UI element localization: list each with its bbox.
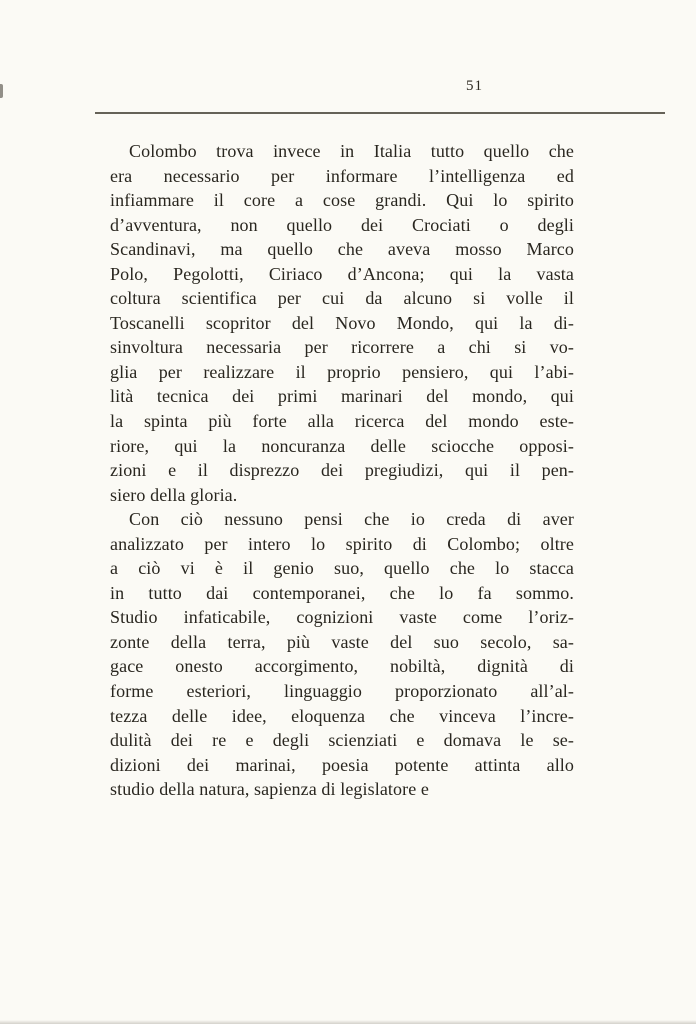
text-line: Colombo trova invece in Italia tutto quello che	[129, 141, 574, 161]
text-line: d’avventura, non quello dei Crociati o degli	[110, 214, 574, 235]
text-line: lità tecnica dei primi marinari del mondo, qui	[110, 386, 574, 407]
text-line: infiammare il core a cose grandi. Qui lo spirito	[110, 190, 574, 211]
text-line: era necessario per informare l’intelligenza ed	[110, 165, 574, 186]
text-line: Studio infaticabile, cognizioni vaste come l’oriz-	[110, 607, 574, 628]
text-line: la spinta più forte alla ricerca del mondo este-	[110, 411, 574, 432]
page-number: 51	[466, 78, 483, 94]
text-line: dizioni dei marinai, poesia potente attinta allo	[110, 754, 574, 775]
text-line: sinvoltura necessaria per ricorrere a chi si vo-	[110, 337, 574, 358]
text-line: riore, qui la noncuranza delle sciocche opposi-	[110, 435, 574, 456]
paragraph	[110, 507, 574, 802]
text-line: tezza delle idee, eloquenza che vinceva l’incre-	[110, 705, 574, 726]
scan-artifact-left-edge	[0, 84, 3, 98]
page-text	[110, 139, 574, 802]
text-line: analizzato per intero lo spirito di Colombo; oltre	[110, 533, 574, 554]
text-line: siero della gloria.	[110, 484, 238, 505]
paragraph	[110, 139, 574, 507]
text-line: a ciò vi è il genio suo, quello che lo stacca	[110, 558, 574, 579]
text-line: zonte della terra, più vaste del suo secolo, sa-	[110, 631, 574, 652]
text-line: gace onesto accorgimento, nobiltà, dignità di	[110, 656, 574, 677]
text-line: in tutto dai contemporanei, che lo fa sommo.	[110, 582, 574, 603]
text-line: Polo, Pegolotti, Ciriaco d’Ancona; qui la vasta	[110, 263, 574, 284]
text-line: forme esteriori, linguaggio proporzionato all’al-	[110, 681, 574, 702]
text-line: Toscanelli scopritor del Novo Mondo, qui la di-	[110, 312, 574, 333]
text-line: coltura scientifica per cui da alcuno si volle il	[110, 288, 574, 309]
text-line: glia per realizzare il proprio pensiero, qui l’abi-	[110, 361, 574, 382]
text-line: zioni e il disprezzo dei pregiudizi, qui il pen-	[110, 460, 574, 481]
scan-artifact-bottom-edge	[0, 1020, 696, 1024]
header-rule	[95, 112, 665, 114]
text-line: studio della natura, sapienza di legislatore e	[110, 779, 429, 800]
text-line: Con ciò nessuno pensi che io creda di aver	[129, 509, 574, 530]
text-line: dulità dei re e degli scienziati e domava le se-	[110, 730, 574, 751]
text-line: Scandinavi, ma quello che aveva mosso Marco	[110, 239, 574, 260]
